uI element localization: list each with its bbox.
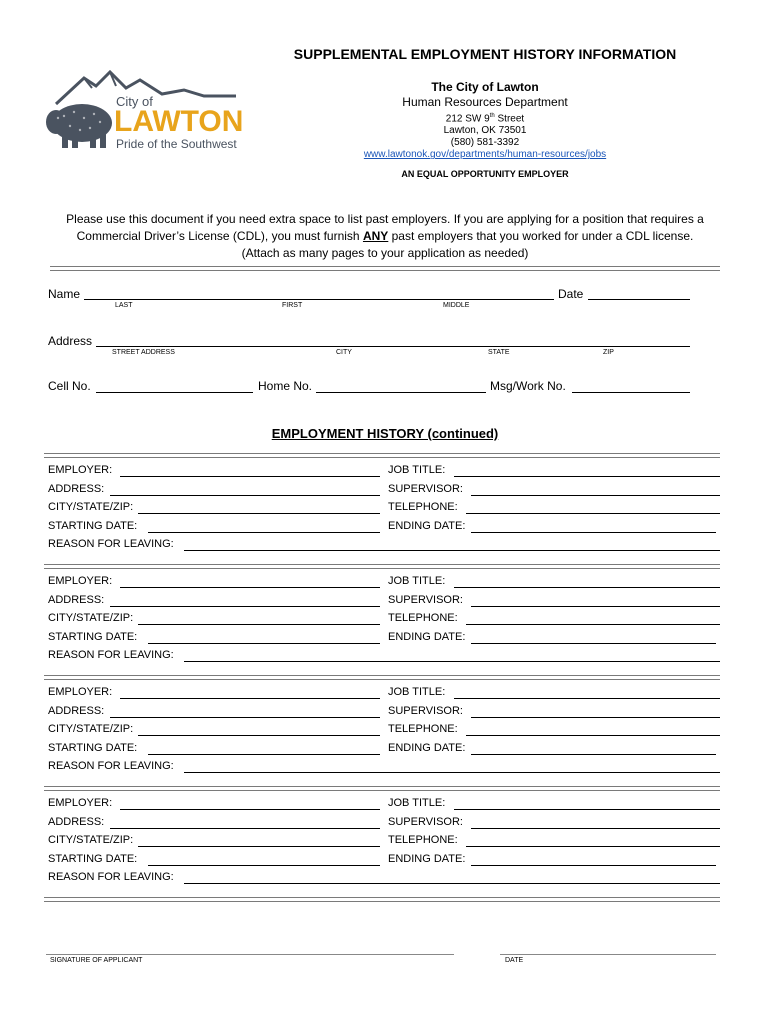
starting-date-field[interactable] <box>148 754 380 755</box>
signature-date-field[interactable] <box>500 954 716 955</box>
name-field[interactable] <box>84 299 554 300</box>
reason-field[interactable] <box>184 883 720 884</box>
ending-date-label: ENDING DATE: <box>388 741 466 754</box>
telephone-label: TELEPHONE: <box>388 501 458 513</box>
intro-line-3: (Attach as many pages to your application as needed) <box>241 246 529 260</box>
divider <box>44 786 720 791</box>
address-field[interactable] <box>110 495 380 496</box>
address-part-city: CITY <box>336 349 352 356</box>
telephone-field[interactable] <box>466 735 720 736</box>
city-state-zip-field[interactable] <box>138 513 380 514</box>
employer-field[interactable] <box>120 476 380 477</box>
divider <box>44 675 720 680</box>
logo-big-text: LAWTON <box>114 105 244 138</box>
address-part-state: STATE <box>488 349 510 356</box>
city-state-zip: Lawton, OK 73501 <box>443 125 527 137</box>
name-part-last: LAST <box>115 302 133 309</box>
reason-label: REASON FOR LEAVING: <box>48 649 174 661</box>
equal-opportunity: AN EQUAL OPPORTUNITY EMPLOYER <box>401 169 569 179</box>
city-state-zip-field[interactable] <box>138 624 380 625</box>
starting-date-label: STARTING DATE: <box>48 741 138 754</box>
telephone-field[interactable] <box>466 513 720 514</box>
reason-label: REASON FOR LEAVING: <box>48 538 174 550</box>
starting-date-field[interactable] <box>148 865 380 866</box>
divider <box>44 897 720 902</box>
divider <box>44 453 720 458</box>
address-label: ADDRESS: <box>48 482 105 495</box>
website-link[interactable]: www.lawtonok.gov/departments/human-resources/jobs <box>363 149 607 161</box>
logo-tagline: Pride of the Southwest <box>116 137 237 151</box>
job-title-label: JOB TITLE: <box>388 575 446 587</box>
supervisor-field[interactable] <box>471 606 720 607</box>
intro-text <box>40 211 730 262</box>
job-title-field[interactable] <box>454 698 720 699</box>
starting-date-field[interactable] <box>148 643 380 644</box>
name-part-first: FIRST <box>282 302 303 309</box>
home-label: Home No. <box>258 379 313 393</box>
address-label: ADDRESS: <box>48 593 105 606</box>
address-field[interactable] <box>110 606 380 607</box>
ending-date-field[interactable] <box>471 865 716 866</box>
supervisor-label: SUPERVISOR: <box>388 593 463 606</box>
signature-field[interactable] <box>46 954 454 955</box>
address-field[interactable] <box>110 717 380 718</box>
reason-field[interactable] <box>184 772 720 773</box>
starting-date-label: STARTING DATE: <box>48 519 138 532</box>
address-part-zip: ZIP <box>603 349 614 356</box>
telephone-field[interactable] <box>466 846 720 847</box>
employer-label: EMPLOYER: <box>48 686 113 698</box>
logo-small-text: City of <box>116 94 153 109</box>
job-title-field[interactable] <box>454 587 720 588</box>
address-label: ADDRESS: <box>48 815 105 828</box>
reason-field[interactable] <box>184 661 720 662</box>
org-info <box>350 80 620 161</box>
job-title-field[interactable] <box>454 809 720 810</box>
employer-label: EMPLOYER: <box>48 797 113 809</box>
supervisor-label: SUPERVISOR: <box>388 482 463 495</box>
address-part-street: STREET ADDRESS <box>112 349 175 356</box>
reason-field[interactable] <box>184 550 720 551</box>
supervisor-field[interactable] <box>471 495 720 496</box>
address-field[interactable] <box>96 346 690 347</box>
supervisor-field[interactable] <box>471 828 720 829</box>
date-field[interactable] <box>588 299 690 300</box>
home-field[interactable] <box>316 392 486 393</box>
city-logo <box>44 66 244 156</box>
ending-date-label: ENDING DATE: <box>388 630 466 643</box>
job-title-label: JOB TITLE: <box>388 686 446 698</box>
city-state-zip-field[interactable] <box>138 846 380 847</box>
page-title: SUPPLEMENTAL EMPLOYMENT HISTORY INFORMATION <box>293 46 677 62</box>
signature-date-label: DATE <box>505 957 524 964</box>
starting-date-label: STARTING DATE: <box>48 852 138 865</box>
city-state-zip-field[interactable] <box>138 735 380 736</box>
signature-label: SIGNATURE OF APPLICANT <box>50 957 143 964</box>
employment-section-title: EMPLOYMENT HISTORY (continued) <box>271 426 499 441</box>
name-part-middle: MIDDLE <box>443 302 470 309</box>
city-state-zip-label: CITY/STATE/ZIP: <box>48 612 134 624</box>
divider <box>50 266 720 271</box>
employer-field[interactable] <box>120 587 380 588</box>
city-state-zip-label: CITY/STATE/ZIP: <box>48 834 134 846</box>
address-label: ADDRESS: <box>48 704 105 717</box>
city-state-zip-label: CITY/STATE/ZIP: <box>48 501 134 513</box>
date-label: Date <box>558 287 584 301</box>
telephone-field[interactable] <box>466 624 720 625</box>
employer-field[interactable] <box>120 698 380 699</box>
ending-date-field[interactable] <box>471 532 716 533</box>
ending-date-label: ENDING DATE: <box>388 852 466 865</box>
telephone-label: TELEPHONE: <box>388 723 458 735</box>
employer-field[interactable] <box>120 809 380 810</box>
starting-date-label: STARTING DATE: <box>48 630 138 643</box>
cell-label: Cell No. <box>48 379 91 393</box>
work-label: Msg/Work No. <box>490 379 566 393</box>
intro-line-2: Commercial Driver’s License (CDL), you must furnish ANY past employers that you worked for under a CDL license. <box>76 229 694 243</box>
address-label: Address <box>48 334 93 348</box>
supervisor-field[interactable] <box>471 717 720 718</box>
ending-date-field[interactable] <box>471 643 716 644</box>
intro-line-1: Please use this document if you need extra space to list past employers. If you are applying for a position that requires a <box>66 212 704 226</box>
telephone-label: TELEPHONE: <box>388 612 458 624</box>
city-state-zip-label: CITY/STATE/ZIP: <box>48 723 134 735</box>
supervisor-label: SUPERVISOR: <box>388 815 463 828</box>
divider <box>44 564 720 569</box>
work-field[interactable] <box>572 392 690 393</box>
reason-label: REASON FOR LEAVING: <box>48 871 174 883</box>
name-label: Name <box>48 287 81 301</box>
department: Human Resources Department <box>402 95 568 109</box>
ending-date-field[interactable] <box>471 754 716 755</box>
ending-date-label: ENDING DATE: <box>388 519 466 532</box>
telephone-label: TELEPHONE: <box>388 834 458 846</box>
job-title-label: JOB TITLE: <box>388 797 446 809</box>
job-title-field[interactable] <box>454 476 720 477</box>
reason-label: REASON FOR LEAVING: <box>48 760 174 772</box>
employer-label: EMPLOYER: <box>48 464 113 476</box>
supervisor-label: SUPERVISOR: <box>388 704 463 717</box>
starting-date-field[interactable] <box>148 532 380 533</box>
org-name: The City of Lawton <box>431 80 539 94</box>
job-title-label: JOB TITLE: <box>388 464 446 476</box>
cell-field[interactable] <box>96 392 253 393</box>
street-address: 212 SW 9th Street <box>445 113 525 125</box>
address-field[interactable] <box>110 828 380 829</box>
employer-label: EMPLOYER: <box>48 575 113 587</box>
phone: (580) 581-3392 <box>450 137 520 149</box>
